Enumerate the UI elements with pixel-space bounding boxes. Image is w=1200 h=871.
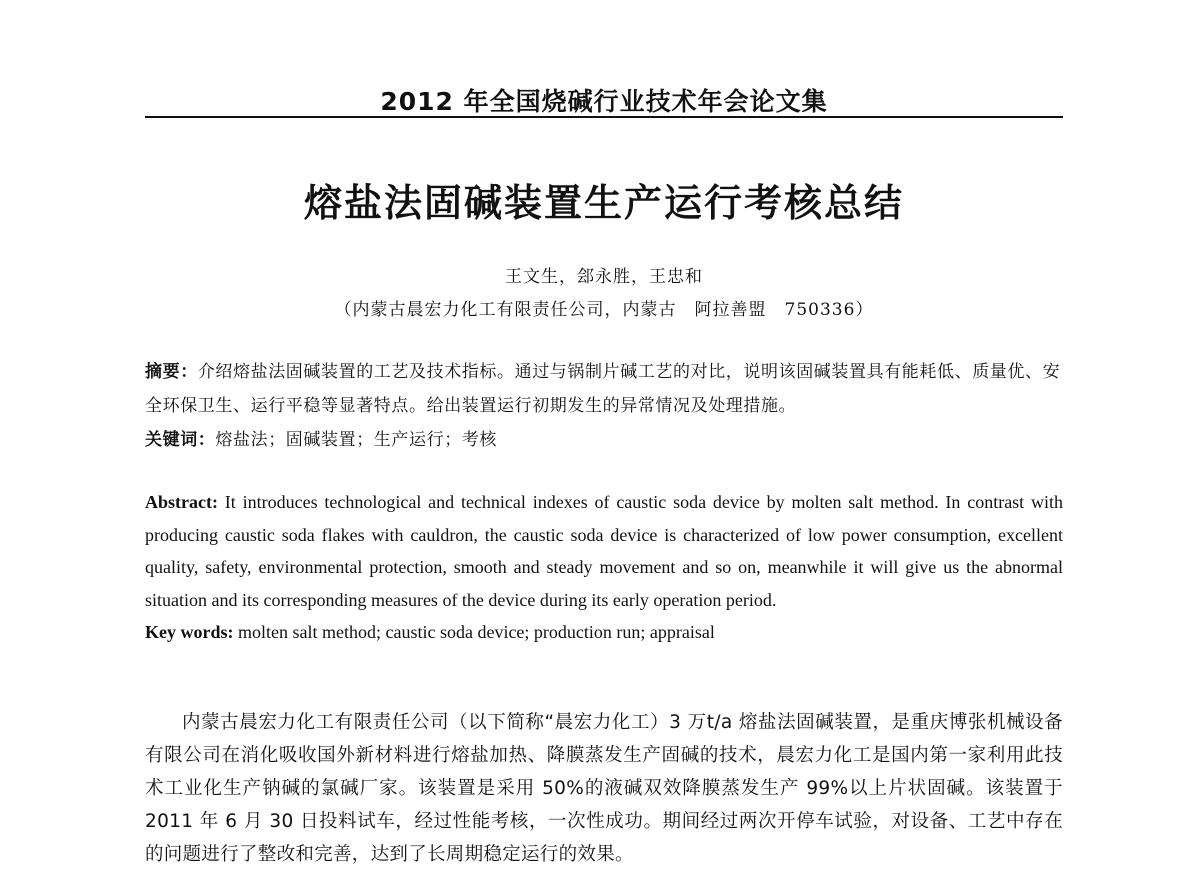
chinese-abstract-text: 介绍熔盐法固碱装置的工艺及技术指标。通过与锅制片碱工艺的对比，说明该固碱装置具有能耗低、质量优、安全环保卫生、运行平稳等显著特点。给出装置运行初期发生的异常情况及处理措施。 — [145, 362, 1061, 416]
english-abstract-label: Abstract: — [145, 492, 218, 512]
chinese-abstract-paragraph — [145, 355, 1063, 423]
english-abstract — [145, 486, 1063, 649]
chinese-abstract-label: 摘要： — [145, 362, 198, 382]
header-rule — [145, 116, 1063, 118]
chinese-abstract — [145, 355, 1063, 457]
english-abstract-paragraph — [145, 486, 1063, 616]
chinese-keywords-paragraph — [145, 423, 1063, 457]
author-affiliation: （内蒙古晨宏力化工有限责任公司，内蒙古 阿拉善盟 750336） — [334, 300, 874, 320]
chinese-keywords-label: 关键词： — [145, 430, 216, 450]
body-paragraph: 内蒙古晨宏力化工有限责任公司（以下简称“晨宏力化工）3 万t/a 熔盐法固碱装置，是重庆博张机械设备有限公司在消化吸收国外新材料进行熔盐加热、降膜蒸发生产固碱的技术，晨宏力化工是国内第一家利用此技术工业化生产钠碱的氯碱厂家。该装置是采用 50%的液碱双效降膜蒸发生产 99%以上片状固碱。该装置于 2011 年 6 月 30 日投料试车，经过性能考核，一次性成功。期间经过两次开停车试验，对设备、工艺中存在的问题进行了整改和完善，达到了长周期稳定运行的效果。 — [145, 712, 1063, 865]
article-title: 熔盐法固碱装置生产运行考核总结 — [303, 181, 904, 225]
english-abstract-text: It introduces technological and technical indexes of caustic soda device by molten salt method. In contrast with producing caustic soda flakes with cauldron, the caustic soda device is characterized of low power consumption, excellent quality, safety, environmental protection, smooth and steady movement and so on, meanwhile it will give us the abnormal situation and its corresponding measures of the device during its early operation period. — [145, 492, 1063, 610]
chinese-keywords-text: 熔盐法；固碱装置；生产运行；考核 — [215, 430, 498, 450]
english-keywords-label: Key words: — [145, 622, 234, 642]
body-text — [145, 706, 1063, 871]
english-keywords-text: molten salt method; caustic soda device; production run; appraisal — [238, 622, 715, 642]
english-keywords-paragraph — [145, 616, 1063, 649]
running-header: 2012 年全国烧碱行业技术年会论文集 — [380, 87, 828, 116]
author-list: 王文生，郐永胜，王忠和 — [505, 267, 703, 287]
